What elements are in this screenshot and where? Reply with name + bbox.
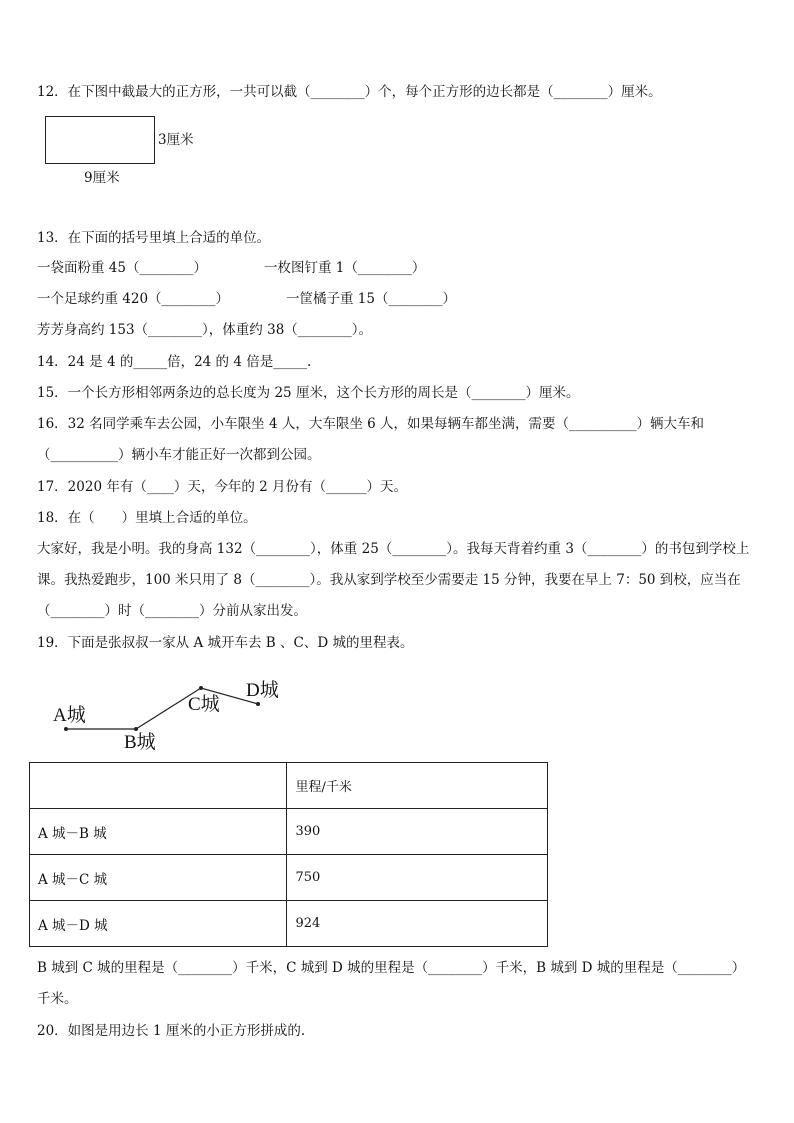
q13-row3: 芳芳身高约 153（________），体重约 38（________）。 xyxy=(37,322,373,338)
q20-text: 20．如图是用边长 1 厘米的小正方形拼成的. xyxy=(37,1023,306,1039)
q19-answer-line2: 千米。 xyxy=(37,991,78,1007)
city-d-dot xyxy=(256,702,260,706)
city-c-dot xyxy=(199,686,203,690)
table-row xyxy=(30,855,548,901)
table-cell-distance: 390 xyxy=(287,809,548,855)
table-header-cell: 里程/千米 xyxy=(287,763,548,809)
q16-line2: （__________）辆小车才能正好一次都到公园。 xyxy=(37,447,321,463)
q14-text: 14．24 是 4 的_____倍，24 的 4 倍是_____. xyxy=(37,354,312,370)
route-line xyxy=(66,688,258,729)
table-cell-distance: 750 xyxy=(287,855,548,901)
q19-title: 19．下面是张叔叔一家从 A 城开车去 B 、C、D 城的里程表。 xyxy=(37,635,414,651)
q12-bottom-label: 9厘米 xyxy=(84,170,120,186)
table-cell-distance: 924 xyxy=(287,901,548,947)
table-cell-route: A 城－D 城 xyxy=(30,901,287,947)
table-header-row xyxy=(30,763,548,809)
q18-line3: （________）时（________）分前从家出发。 xyxy=(37,603,307,619)
q17-text: 17．2020 年有（____）天，今年的 2 月份有（______）天。 xyxy=(37,479,407,495)
q13-row2-left: 一个足球约重 420（________） xyxy=(37,291,230,307)
q12-text: 12．在下图中截最大的正方形，一共可以截（________）个，每个正方形的边长都是（________）厘米。 xyxy=(37,84,662,100)
q18-line2: 课。我热爱跑步，100 米只用了 8（________）。我从家到学校至少需要走 15 分钟，我要在早上 7：50 到校，应当在 xyxy=(37,572,741,588)
q19-answer-line1: B 城到 C 城的里程是（________）千米，C 城到 D 城的里程是（________）千米，B 城到 D 城的里程是（________） xyxy=(37,960,746,976)
q13-title: 13．在下面的括号里填上合适的单位。 xyxy=(37,230,271,246)
city-a-label: A城 xyxy=(53,705,86,726)
city-b-label: B城 xyxy=(124,732,156,753)
city-d-label: D城 xyxy=(246,680,279,701)
q15-text: 15．一个长方形相邻两条边的总长度为 25 厘米，这个长方形的周长是（________）厘米。 xyxy=(37,385,580,401)
table-cell-route: A 城－B 城 xyxy=(30,809,287,855)
q18-title: 18．在（ ）里填上合适的单位。 xyxy=(37,510,257,526)
city-a-dot xyxy=(64,727,68,731)
table-cell-route: A 城－C 城 xyxy=(30,855,287,901)
q12-side-label: 3厘米 xyxy=(158,132,194,148)
q13-row1-right: 一枚图钉重 1（________） xyxy=(264,260,426,276)
city-c-label: C城 xyxy=(188,694,220,715)
table-row xyxy=(30,809,548,855)
table-header-cell xyxy=(30,763,287,809)
q19-mileage-table xyxy=(29,762,548,947)
q13-row1-left: 一袋面粉重 45（________） xyxy=(37,260,207,276)
q13-row2-right: 一筐橘子重 15（________） xyxy=(286,291,456,307)
q12-rectangle xyxy=(45,116,155,164)
table-row xyxy=(30,901,548,947)
q16-line1: 16．32 名同学乘车去公园，小车限坐 4 人，大车限坐 6 人，如果每辆车都坐满，需要（__________）辆大车和 xyxy=(37,416,704,432)
q18-line1: 大家好，我是小明。我的身高 132（________），体重 25（________）。我每天背着约重 3（________）的书包到学校上 xyxy=(37,541,750,557)
city-b-dot xyxy=(134,727,138,731)
